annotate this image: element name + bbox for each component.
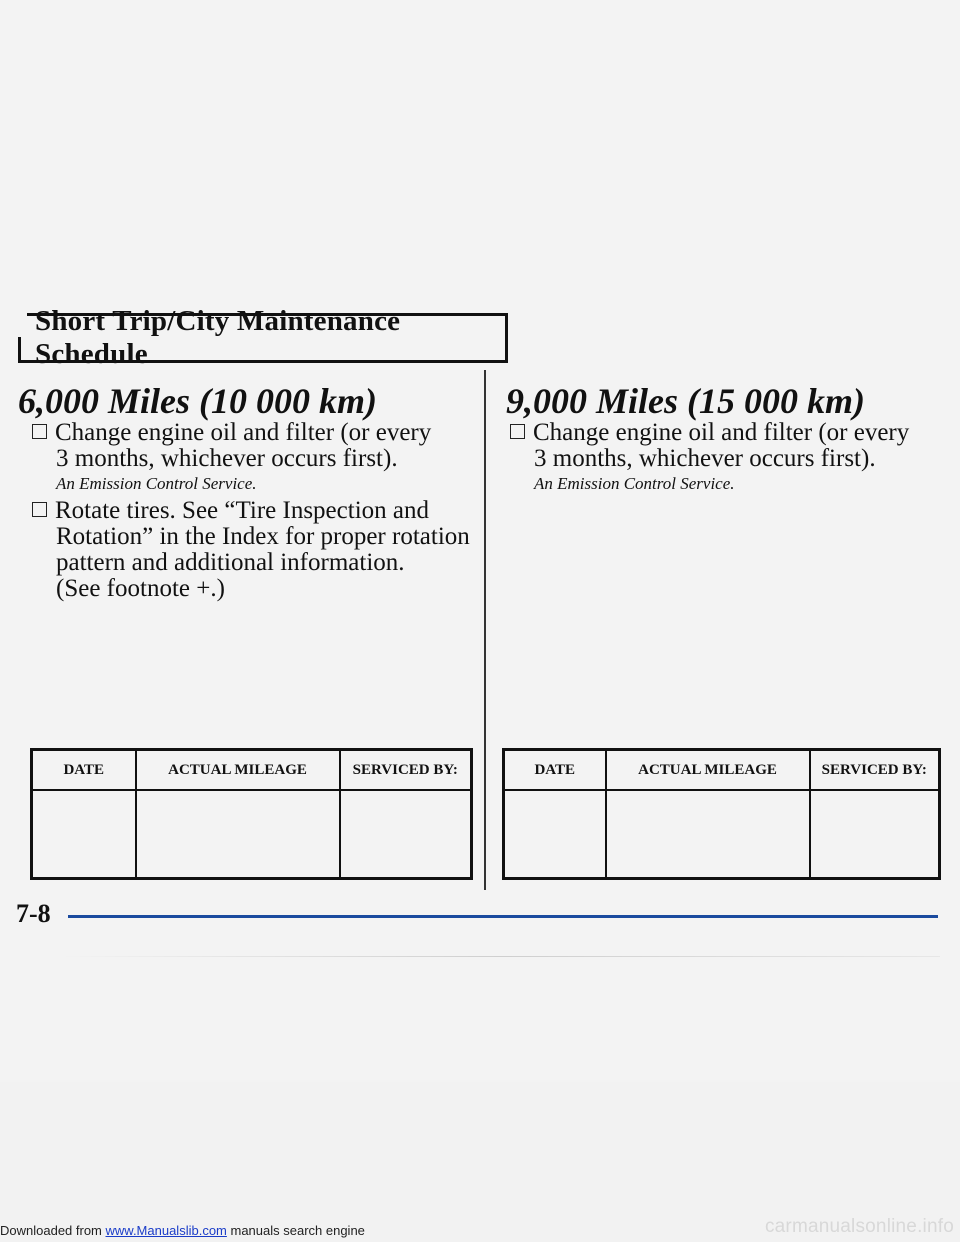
left-service-log-table [30, 748, 473, 880]
mileage-cell[interactable] [606, 790, 810, 879]
item-line: (See footnote +.) [56, 575, 225, 602]
column-header-mileage: ACTUAL MILEAGE [136, 750, 340, 791]
item-line: Rotation” in the Index for proper rotation [56, 523, 470, 550]
serviced-by-cell[interactable] [810, 790, 940, 879]
date-cell[interactable] [504, 790, 606, 879]
checkbox-icon[interactable] [32, 502, 47, 517]
section-title: Short Trip/City Maintenance Schedule [35, 305, 401, 370]
banner-prefix: Downloaded from [0, 1223, 106, 1238]
column-divider [484, 370, 486, 890]
banner-suffix: manuals search engine [226, 1223, 365, 1238]
item-line: 3 months, whichever occurs first). [56, 445, 398, 472]
column-header-serviced-by: SERVICED BY: [340, 750, 472, 791]
serviced-by-cell[interactable] [340, 790, 472, 879]
item-line: pattern and additional information. [56, 549, 405, 576]
date-cell[interactable] [32, 790, 136, 879]
right-service-log-table [502, 748, 941, 880]
site-watermark: carmanualsonline.info [764, 1216, 954, 1237]
manualslib-link[interactable]: www.Manualslib.com [105, 1223, 227, 1238]
download-banner [0, 1223, 365, 1238]
right-heading: 9,000 Miles (15 000 km) [506, 381, 865, 421]
left-item-oil [32, 420, 431, 472]
item-line: 3 months, whichever occurs first). [534, 445, 876, 472]
item-line: Change engine oil and filter (or every [55, 419, 432, 446]
item-line: Rotate tires. See “Tire Inspection and [55, 497, 429, 524]
checkbox-icon[interactable] [32, 424, 47, 439]
left-emission-note: An Emission Control Service. [56, 474, 257, 493]
column-header-date: DATE [32, 750, 136, 791]
left-heading: 6,000 Miles (10 000 km) [18, 381, 377, 421]
column-header-serviced-by: SERVICED BY: [810, 750, 940, 791]
scan-artifact-line [60, 956, 940, 957]
left-item-tires [32, 498, 470, 602]
section-header [18, 305, 508, 370]
mileage-cell[interactable] [136, 790, 340, 879]
column-header-mileage: ACTUAL MILEAGE [606, 750, 810, 791]
checkbox-icon[interactable] [510, 424, 525, 439]
column-header-date: DATE [504, 750, 606, 791]
item-line: Change engine oil and filter (or every [533, 419, 910, 446]
right-emission-note: An Emission Control Service. [534, 474, 735, 493]
right-item-oil [510, 420, 909, 472]
footer-rule [68, 915, 938, 918]
page-number: 7-8 [16, 899, 51, 928]
